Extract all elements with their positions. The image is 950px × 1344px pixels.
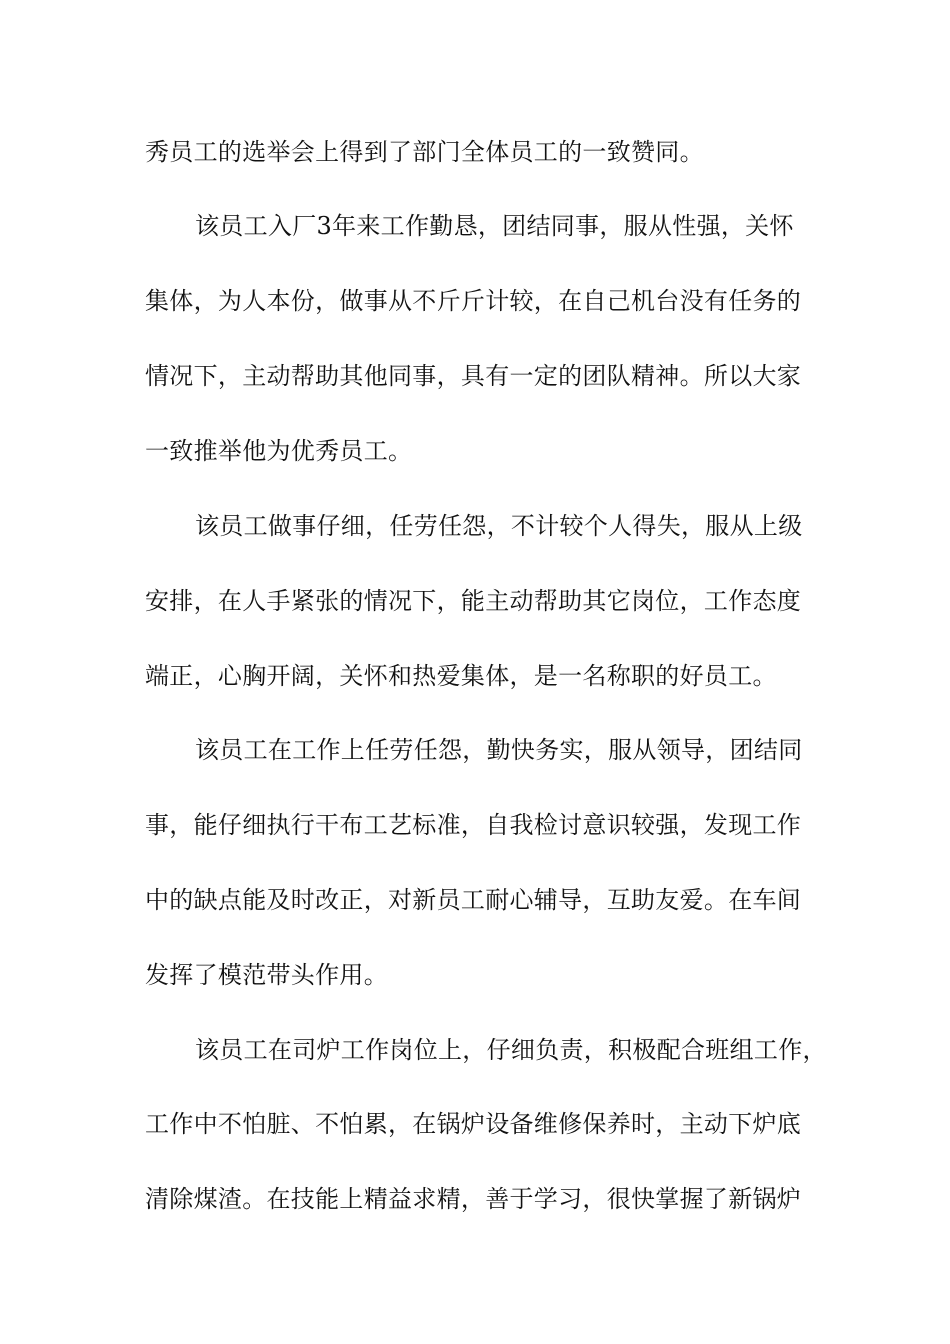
- text-line: 秀员工的选举会上得到了部门全体员工的一致赞同。: [145, 138, 704, 166]
- text-line: 安排，在人手紧张的情况下，能主动帮助其它岗位，工作态度: [145, 587, 802, 615]
- paragraph-start-line: 该员工在工作上任劳任怨，勤快务实，服从领导，团结同: [195, 736, 803, 764]
- paragraph-start-line: 该员工做事仔细，任劳任怨，不计较个人得失，服从上级: [195, 512, 803, 540]
- text-line: 情况下，主动帮助其他同事，具有一定的团队精神。所以大家: [145, 362, 802, 390]
- text-line: 清除煤渣。在技能上精益求精，善于学习，很快掌握了新锅炉: [145, 1185, 802, 1213]
- paragraph-start-line: 该员工入厂3年来工作勤恳，团结同事，服从性强，关怀: [195, 212, 794, 240]
- text-line: 集体，为人本份，做事从不斤斤计较，在自己机台没有任务的: [145, 287, 802, 315]
- text-line: 发挥了模范带头作用。: [145, 961, 388, 989]
- text-line: 事，能仔细执行干布工艺标准，自我检讨意识较强，发现工作: [145, 811, 802, 839]
- text-line: 端正，心胸开阔，关怀和热爱集体，是一名称职的好员工。: [145, 662, 777, 690]
- paragraph-start-line: 该员工在司炉工作岗位上，仔细负责，积极配合班组工作，: [195, 1036, 827, 1064]
- text-line: 工作中不怕脏、不怕累，在锅炉设备维修保养时，主动下炉底: [145, 1110, 802, 1138]
- text-line: 中的缺点能及时改正，对新员工耐心辅导，互助友爱。在车间: [145, 886, 802, 914]
- text-line: 一致推举他为优秀员工。: [145, 437, 413, 465]
